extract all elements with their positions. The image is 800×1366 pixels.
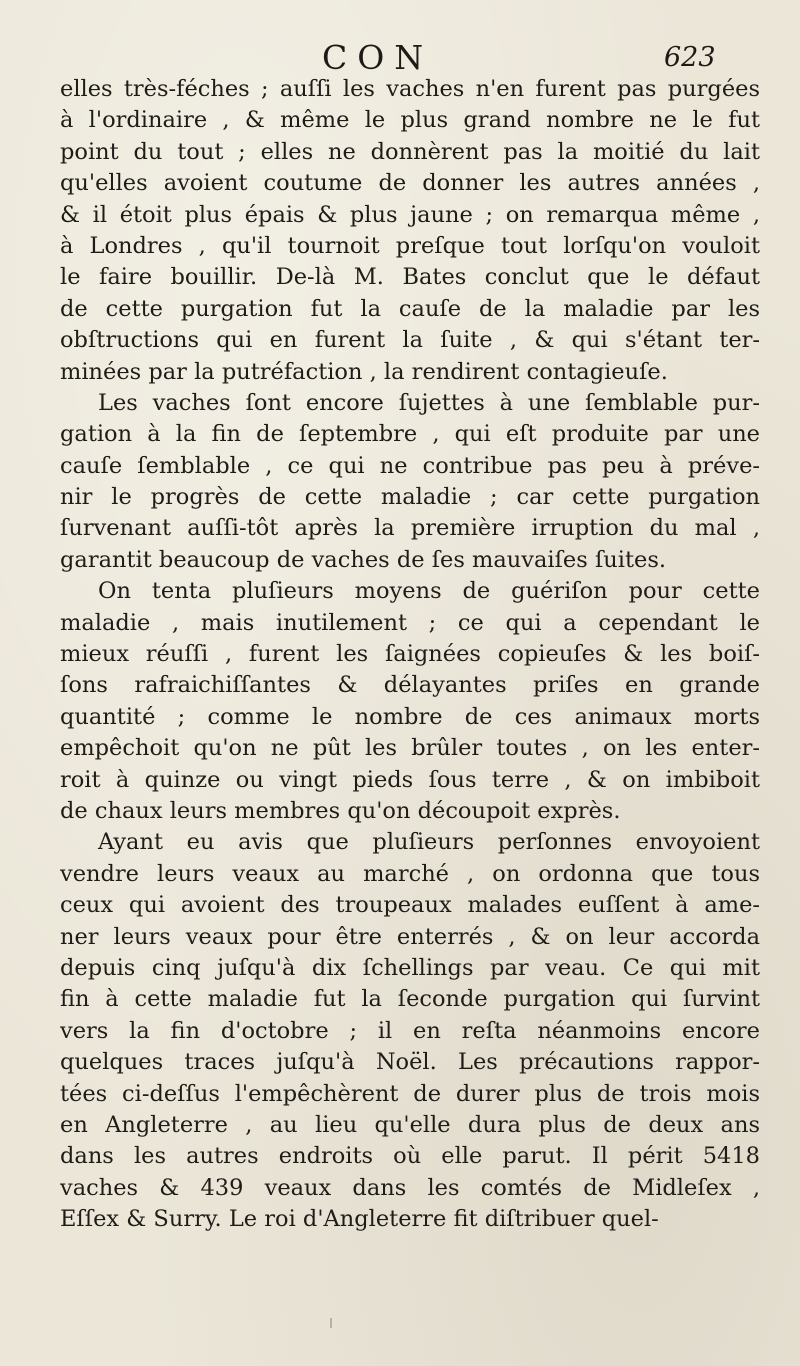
text-line: On tenta pluſieurs moyens de guériſon pour cette xyxy=(98,578,760,605)
text-line: vers la fin d'octobre ; il en reſta néanmoins encore xyxy=(60,1017,760,1044)
text-line: en Angleterre , au lieu qu'elle dura plus de deux ans xyxy=(60,1111,760,1138)
text-line: ceux qui avoient des troupeaux malades euſſent à ame- xyxy=(60,892,760,919)
text-line: roit à quinze ou vingt pieds ſous terre , & on imbiboit xyxy=(60,766,760,793)
text-line: nir le progrès de cette maladie ; car cette purgation xyxy=(60,484,760,511)
text-line: Ayant eu avis que pluſieurs perſonnes envoyoient xyxy=(98,829,760,856)
margin-mark xyxy=(330,1318,332,1328)
text-line: garantit beaucoup de vaches de ſes mauvaiſes ſuites. xyxy=(60,546,667,573)
text-line: maladie , mais inutilement ; ce qui a cependant le xyxy=(60,609,760,636)
text-line: empêchoit qu'on ne pût les brûler toutes , on les enter- xyxy=(60,735,760,762)
text-line: & il étoit plus épais & plus jaune ; on remarqua même , xyxy=(60,201,760,228)
text-line: gation à la fin de ſeptembre , qui eſt produite par une xyxy=(60,421,760,448)
text-line: Les vaches ſont encore ſujettes à une ſemblable pur- xyxy=(98,389,760,416)
page-number: 623 xyxy=(664,42,716,73)
text-line: ſons rafraichiſſantes & délayantes priſes en grande xyxy=(60,672,760,699)
text-line: cauſe ſemblable , ce qui ne contribue pas peu à préve- xyxy=(60,452,760,479)
paragraph xyxy=(60,827,760,1235)
text-line: fin à cette maladie fut la ſeconde purgation qui ſurvint xyxy=(60,986,760,1013)
text-line: quelques traces juſqu'à Noël. Les précautions rappor- xyxy=(60,1049,760,1076)
text-line: tées ci-deſſus l'empêchèrent de durer plus de trois mois xyxy=(60,1080,760,1107)
paragraph xyxy=(60,388,760,576)
text-line: qu'elles avoient coutume de donner les autres années , xyxy=(60,170,760,197)
paragraph xyxy=(60,576,760,827)
running-title: CON xyxy=(322,38,434,77)
text-line: le faire bouillir. De-là M. Bates conclut que le défaut xyxy=(60,264,760,291)
text-line: mieux réuſſi , furent les ſaignées copieuſes & les boiſ- xyxy=(60,641,760,668)
text-line: dans les autres endroits où elle parut. Il périt 5418 xyxy=(60,1143,760,1170)
text-line: minées par la putréfaction , la rendirent contagieuſe. xyxy=(60,358,668,385)
text-line: point du tout ; elles ne donnèrent pas la moitié du lait xyxy=(60,138,760,165)
text-line: quantité ; comme le nombre de ces animaux morts xyxy=(60,703,760,730)
text-line: vaches & 439 veaux dans les comtés de Midleſex , xyxy=(60,1174,760,1201)
text-line: depuis cinq juſqu'à dix ſchellings par veau. Ce qui mit xyxy=(60,954,760,981)
paragraph xyxy=(60,74,760,388)
text-line: ner leurs veaux pour être enterrés , & on leur accorda xyxy=(60,923,760,950)
text-line: Eſſex & Surry. Le roi d'Angleterre fit diſtribuer quel- xyxy=(60,1206,659,1233)
text-line: à Londres , qu'il tournoit preſque tout lorſqu'on vouloit xyxy=(60,232,760,259)
text-line: vendre leurs veaux au marché , on ordonna que tous xyxy=(60,860,760,887)
text-line: obſtructions qui en furent la ſuite , & qui s'étant ter- xyxy=(60,327,760,354)
text-line: de cette purgation fut la cauſe de la maladie par les xyxy=(60,295,760,322)
text-line: de chaux leurs membres qu'on découpoit exprès. xyxy=(60,797,621,824)
text-line: ſurvenant auſſi-tôt après la première irruption du mal , xyxy=(60,515,760,542)
text-line: elles très-féches ; auſſi les vaches n'en furent pas purgées xyxy=(60,76,760,102)
body-text xyxy=(60,74,760,1235)
text-line: à l'ordinaire , & même le plus grand nombre ne le fut xyxy=(60,107,760,134)
